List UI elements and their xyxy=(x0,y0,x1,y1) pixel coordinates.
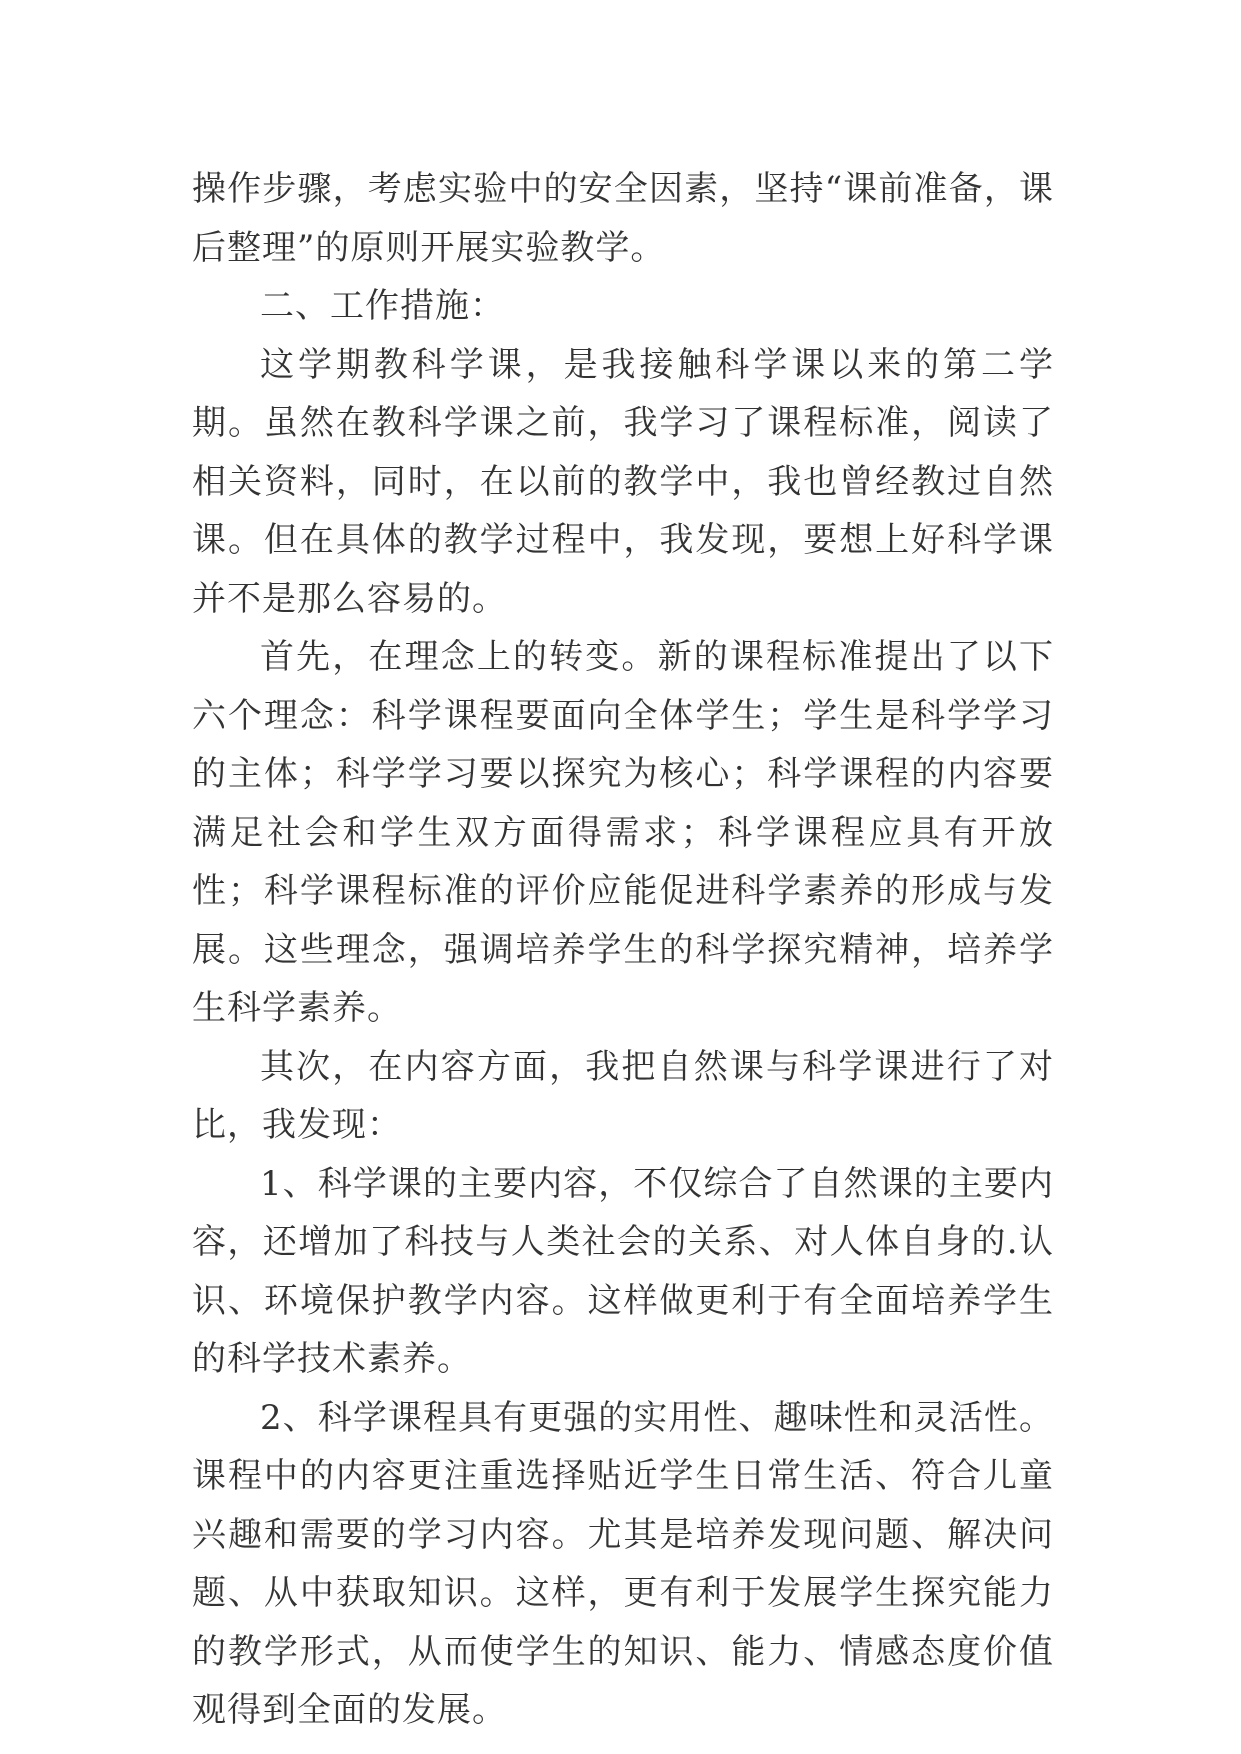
paragraph-concepts: 首先，在理念上的转变。新的课程标准提出了以下六个理念：科学课程要面向全体学生；学生是科学学习的主体；科学学习要以探究为核心；科学课程的内容要满足社会和学生双方面得需求；科学课程应具有开放性；科学课程标准的评价应能促进科学素养的形成与发展。这些理念，强调培养学生的科学探究精神，培养学生科学素养。 xyxy=(192,637,1054,1028)
list-item-1: 1、科学课的主要内容，不仅综合了自然课的主要内容，还增加了科技与人类社会的关系、对人体自身的.认识、环境保护教学内容。这样做更利于有全面培养学生的科学技术素养。 xyxy=(192,1163,1054,1379)
section-heading-work-measures: 二、工作措施： xyxy=(260,286,505,326)
paragraph-intro: 这学期教科学课，是我接触科学课以来的第二学期。虽然在教科学课之前，我学习了课程标准，阅读了相关资料，同时，在以前的教学中，我也曾经教过自然课。但在具体的教学过程中，我发现，要想上好科学课并不是那么容易的。 xyxy=(192,344,1054,619)
list-item-2: 2、科学课程具有更强的实用性、趣味性和灵活性。课程中的内容更注重选择贴近学生日常生活、符合儿童兴趣和需要的学习内容。尤其是培养发现问题、解决问题、从中获取知识。这样，更有利于发展学生探究能力的教学形式，从而使学生的知识、能力、情感态度价值观得到全面的发展。 xyxy=(192,1397,1054,1730)
document-body xyxy=(192,160,1054,1740)
paragraph-continuation: 操作步骤，考虑实验中的安全因素，坚持“课前准备，课后整理”的原则开展实验教学。 xyxy=(192,169,1054,268)
paragraph-content-comparison: 其次，在内容方面，我把自然课与科学课进行了对比，我发现： xyxy=(192,1046,1054,1145)
